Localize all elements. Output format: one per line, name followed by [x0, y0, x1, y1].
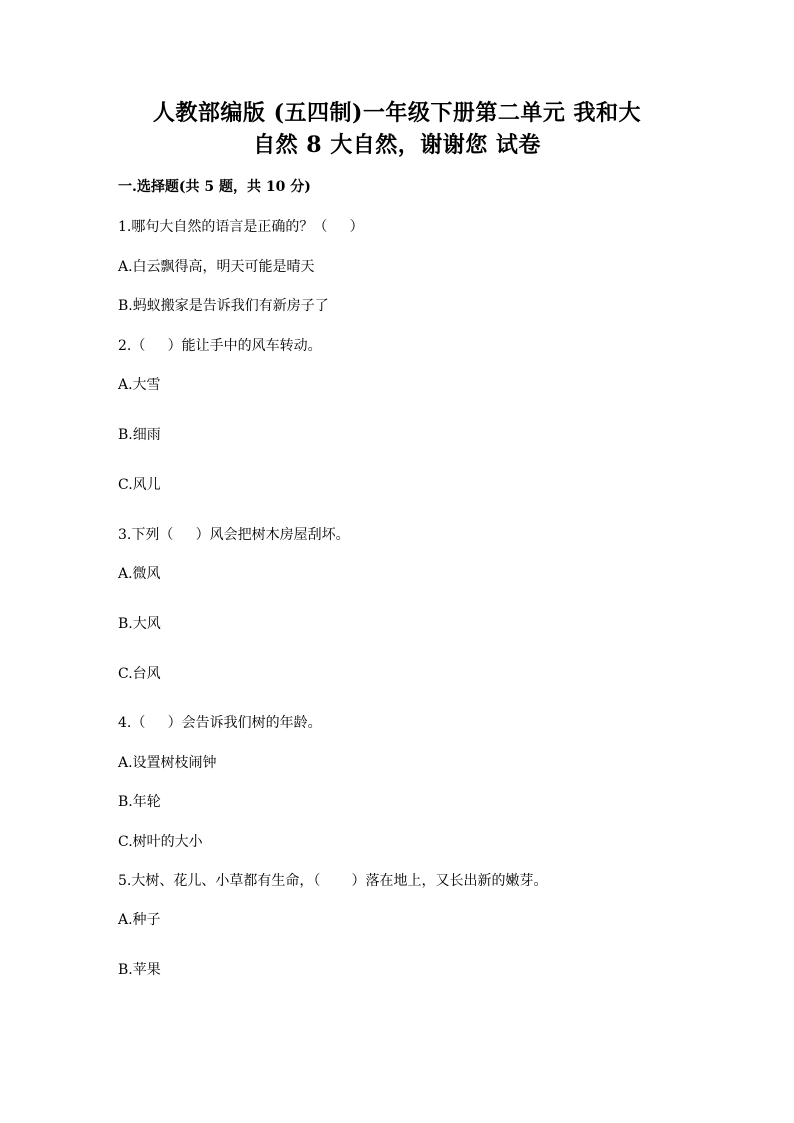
document-title-line-1: 人教部编版 (五四制)一年级下册第二单元 我和大: [152, 100, 642, 126]
question-3-option-b: B.大风: [118, 616, 161, 632]
question-2-option-a: A.大雪: [118, 377, 161, 393]
question-5-option-a: A.种子: [118, 912, 161, 928]
question-3-option-c: C.台风: [118, 666, 161, 682]
question-2-option-c: C.风儿: [118, 477, 161, 493]
document-title-line-2: 自然 8 大自然，谢谢您 试卷: [253, 132, 541, 158]
question-5-stem: 5.大树、花儿、小草都有生命，（ ）落在地上，又长出新的嫩芽。: [118, 873, 548, 889]
question-2-option-b: B.细雨: [118, 427, 161, 443]
section-heading: 一.选择题(共 5 题，共 10 分): [118, 179, 311, 195]
question-4-option-c: C.树叶的大小: [118, 834, 203, 850]
question-2-stem: 2.（ ）能让手中的风车转动。: [118, 338, 322, 354]
question-5-option-b: B.苹果: [118, 962, 161, 978]
question-4-option-a: A.设置树枝闹钟: [118, 755, 217, 771]
question-3-stem: 3.下列（ ）风会把树木房屋刮坏。: [118, 527, 350, 543]
question-1-stem: 1.哪句大自然的语言是正确的？（ ）: [118, 219, 364, 235]
question-3-option-a: A.微风: [118, 566, 161, 582]
question-1-option-a: A.白云飘得高，明天可能是晴天: [118, 259, 315, 275]
question-4-stem: 4.（ ）会告诉我们树的年龄。: [118, 715, 322, 731]
question-4-option-b: B.年轮: [118, 794, 161, 810]
question-1-option-b: B.蚂蚁搬家是告诉我们有新房子了: [118, 298, 329, 314]
